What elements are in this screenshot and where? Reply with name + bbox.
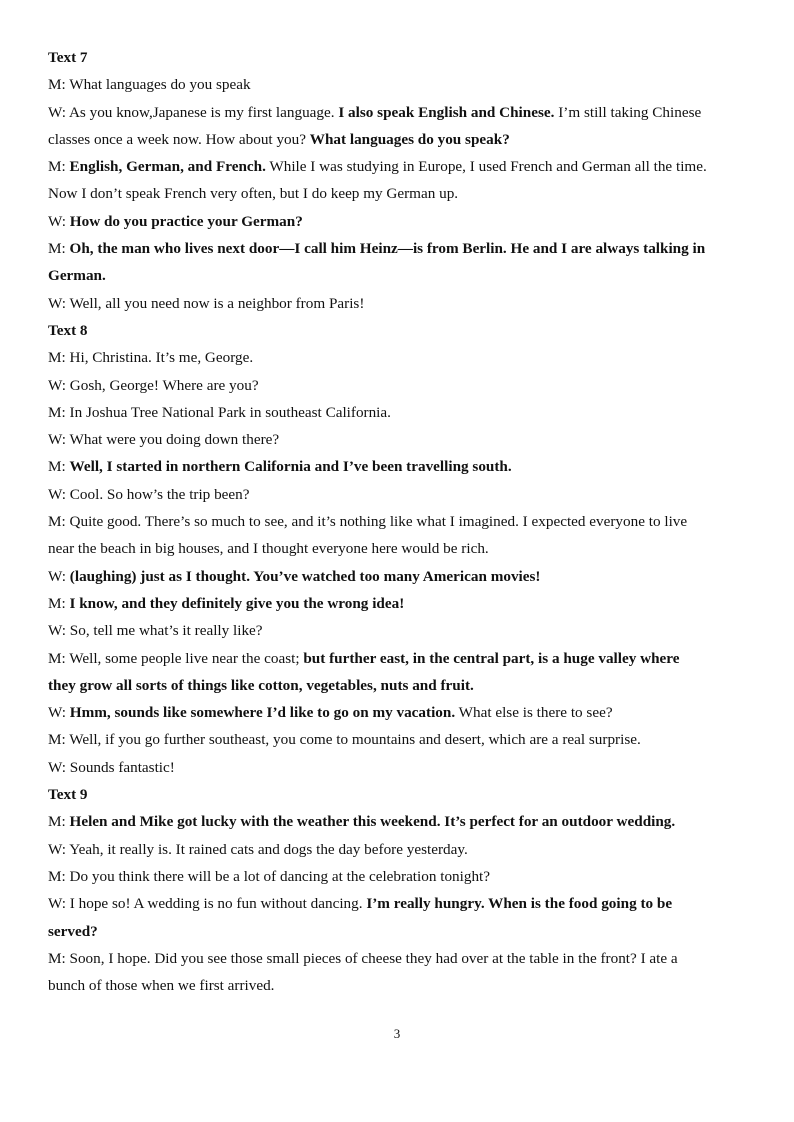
dialogue-line bbox=[48, 426, 748, 453]
dialogue-line bbox=[48, 235, 748, 262]
bold-text-segment: I’m really hungry. When is the food going to be bbox=[366, 895, 673, 913]
dialogue-line bbox=[48, 672, 748, 699]
section-heading bbox=[48, 317, 748, 344]
section-heading bbox=[48, 781, 748, 808]
text-segment: bunch of those when we first arrived. bbox=[48, 977, 275, 995]
dialogue-line bbox=[48, 290, 748, 317]
bold-text-segment: Oh, the man who lives next door—I call him Heinz—is from Berlin. He and I are always talking in bbox=[69, 240, 706, 258]
text-segment: M: In Joshua Tree National Park in southeast California. bbox=[48, 403, 391, 421]
text-segment: M: What languages do you speak bbox=[48, 76, 251, 94]
dialogue-line bbox=[48, 453, 748, 480]
text-segment: What else is there to see? bbox=[455, 704, 613, 722]
text-segment: W: Sounds fantastic! bbox=[48, 758, 175, 776]
dialogue-line bbox=[48, 508, 748, 535]
dialogue-line bbox=[48, 208, 748, 235]
transcript-body bbox=[48, 44, 748, 999]
dialogue-line bbox=[48, 863, 748, 890]
text-segment: W: I hope so! A wedding is no fun without dancing. bbox=[48, 895, 367, 913]
dialogue-line bbox=[48, 262, 748, 289]
text-segment: W: Well, all you need now is a neighbor from Paris! bbox=[48, 294, 365, 312]
dialogue-line bbox=[48, 590, 748, 617]
text-segment: W: bbox=[48, 212, 70, 230]
bold-text-segment: they grow all sorts of things like cotton, vegetables, nuts and fruit. bbox=[48, 676, 474, 694]
dialogue-line bbox=[48, 645, 748, 672]
bold-text-segment: served? bbox=[48, 922, 98, 940]
text-segment: M: bbox=[48, 594, 70, 612]
dialogue-line bbox=[48, 617, 748, 644]
bold-text-segment: German. bbox=[48, 267, 106, 285]
text-segment: M: bbox=[48, 813, 70, 831]
text-segment: classes once a week now. How about you? bbox=[48, 130, 310, 148]
dialogue-line bbox=[48, 890, 748, 917]
dialogue-line bbox=[48, 153, 748, 180]
text-segment: While I was studying in Europe, I used French and German all the time. bbox=[265, 158, 707, 176]
text-segment: W: Gosh, George! Where are you? bbox=[48, 376, 259, 394]
page-number: 3 bbox=[393, 1026, 401, 1041]
text-segment: M: Quite good. There’s so much to see, and it’s nothing like what I imagined. I expected everyone to live bbox=[48, 513, 688, 531]
text-segment: M: Soon, I hope. Did you see those small pieces of cheese they had over at the table in the front? I ate a bbox=[48, 949, 678, 967]
bold-text-segment: What languages do you speak? bbox=[309, 130, 510, 148]
bold-text-segment: Text 7 bbox=[48, 49, 88, 66]
dialogue-line bbox=[48, 372, 748, 399]
text-segment: near the beach in big houses, and I thought everyone here would be rich. bbox=[48, 540, 489, 558]
bold-text-segment: I know, and they definitely give you the wrong idea! bbox=[69, 594, 405, 612]
bold-text-segment: How do you practice your German? bbox=[69, 212, 303, 230]
dialogue-line bbox=[48, 535, 748, 562]
dialogue-line bbox=[48, 945, 748, 972]
bold-text-segment: I also speak English and Chinese. bbox=[338, 103, 555, 121]
dialogue-line bbox=[48, 126, 748, 153]
text-segment: M: Hi, Christina. It’s me, George. bbox=[48, 349, 254, 367]
text-segment: W: bbox=[48, 704, 70, 722]
text-segment: M: bbox=[48, 158, 70, 176]
dialogue-line bbox=[48, 726, 748, 753]
text-segment: M: bbox=[48, 240, 70, 258]
dialogue-line bbox=[48, 754, 748, 781]
dialogue-line bbox=[48, 399, 748, 426]
bold-text-segment: Text 9 bbox=[48, 786, 88, 804]
dialogue-line bbox=[48, 344, 748, 371]
text-segment: Now I don’t speak French very often, but I do keep my German up. bbox=[48, 185, 459, 203]
dialogue-line bbox=[48, 99, 748, 126]
dialogue-line bbox=[48, 699, 748, 726]
text-segment: M: Well, if you go further southeast, you come to mountains and desert, which are a real surprise. bbox=[48, 731, 641, 749]
text-segment: M: bbox=[48, 458, 70, 476]
text-segment: W: bbox=[48, 567, 70, 585]
dialogue-line bbox=[48, 972, 748, 999]
text-segment: M: Do you think there will be a lot of dancing at the celebration tonight? bbox=[48, 867, 491, 885]
dialogue-line bbox=[48, 563, 748, 590]
dialogue-line bbox=[48, 918, 748, 945]
text-segment: W: Cool. So how’s the trip been? bbox=[48, 485, 250, 503]
section-heading bbox=[48, 44, 748, 71]
bold-text-segment: (laughing) just as I thought. You’ve watched too many American movies! bbox=[69, 567, 541, 585]
text-segment: W: Yeah, it really is. It rained cats and dogs the day before yesterday. bbox=[48, 840, 468, 858]
bold-text-segment: but further east, in the central part, is a huge valley where bbox=[303, 649, 680, 667]
bold-text-segment: Hmm, sounds like somewhere I’d like to go on my vacation. bbox=[69, 704, 456, 722]
text-segment: M: Well, some people live near the coast; bbox=[48, 649, 304, 667]
dialogue-line bbox=[48, 808, 748, 835]
bold-text-segment: Text 8 bbox=[48, 321, 88, 339]
dialogue-line bbox=[48, 71, 748, 98]
dialogue-line bbox=[48, 481, 748, 508]
dialogue-line bbox=[48, 180, 748, 207]
text-segment: I’m still taking Chinese bbox=[554, 103, 702, 121]
document-page bbox=[48, 44, 748, 999]
text-segment: W: What were you doing down there? bbox=[48, 431, 280, 449]
text-segment: W: As you know,Japanese is my first language. bbox=[48, 103, 339, 121]
text-segment: W: So, tell me what’s it really like? bbox=[48, 622, 263, 640]
bold-text-segment: Well, I started in northern California and I’ve been travelling south. bbox=[69, 458, 512, 476]
dialogue-line bbox=[48, 836, 748, 863]
bold-text-segment: English, German, and French. bbox=[69, 158, 266, 176]
bold-text-segment: Helen and Mike got lucky with the weather this weekend. It’s perfect for an outdoor wedding. bbox=[69, 813, 676, 831]
